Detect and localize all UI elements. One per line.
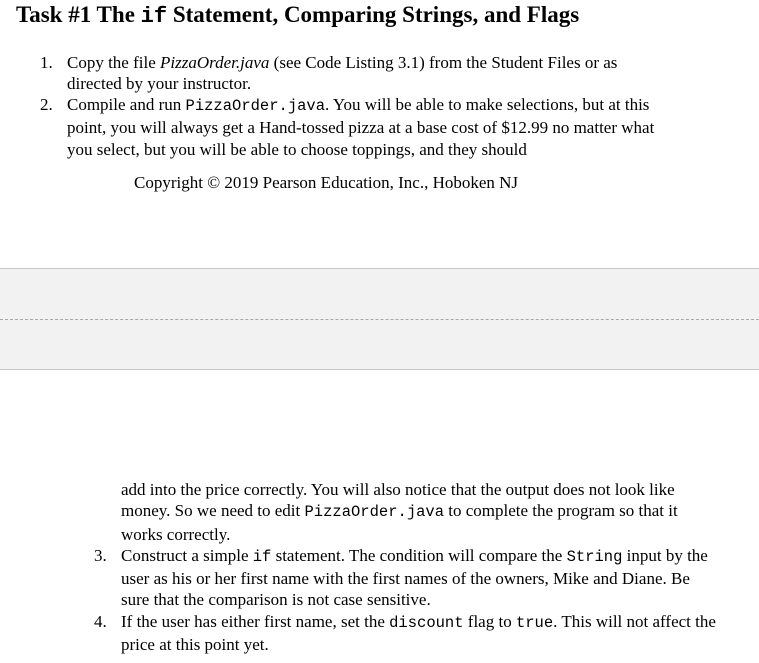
heading-text-rest: Statement, Comparing Strings, and Flags [167,2,580,27]
inline-code: PizzaOrder.java [304,503,445,522]
list-item-text: If the user has either first name, set the discount flag to true. This will not affect the price at this point yet. [121,611,716,655]
list-item-3 [94,545,721,611]
list-item-text: Compile and run PizzaOrder.java. You will be able to make selections, but at this point, you will always get a Hand-tossed pizza at a base cost of $12.99 no matter what you select, but you will be able to choose toppings, and they should [67,95,655,159]
list-item-2-continued: add into the price correctly. You will also notice that the output does not look like money. So we need to edit PizzaOrder.java to complete the program so that it works correctly. [121,480,678,544]
list-number: 1. [40,53,53,72]
list-item-4 [94,611,721,656]
inline-code: String [566,547,623,566]
list-item-text: Copy the file PizzaOrder.java (see Code Listing 3.1) from the Student Files or as directed by your instructor. [67,53,618,94]
inline-code: true [515,613,554,632]
inline-code: if [252,547,272,566]
inline-code: PizzaOrder.java [185,97,326,115]
heading-text: Task #1 The [16,2,141,27]
page-1 [0,0,759,268]
list-item-1 [40,52,667,95]
page-break-divider [0,319,759,320]
heading-code: if [140,4,168,29]
list-number: 4. [94,611,107,631]
page-gap [0,268,759,370]
list-number: 3. [94,545,107,565]
page-2-content [94,479,721,655]
copyright-footer: Copyright © 2019 Pearson Education, Inc., Hoboken NJ [134,173,519,192]
task-heading [16,2,579,29]
file-name: PizzaOrder.java [160,53,270,72]
inline-code: discount [389,613,464,632]
list-number: 2. [40,95,53,114]
list-item-text: Construct a simple if statement. The condition will compare the String input by the user as his or her first name with the first names of the owners, Mike and Diane. Be sure that the comparison is not case sensitive. [121,545,708,610]
list-item-2 [40,94,667,160]
